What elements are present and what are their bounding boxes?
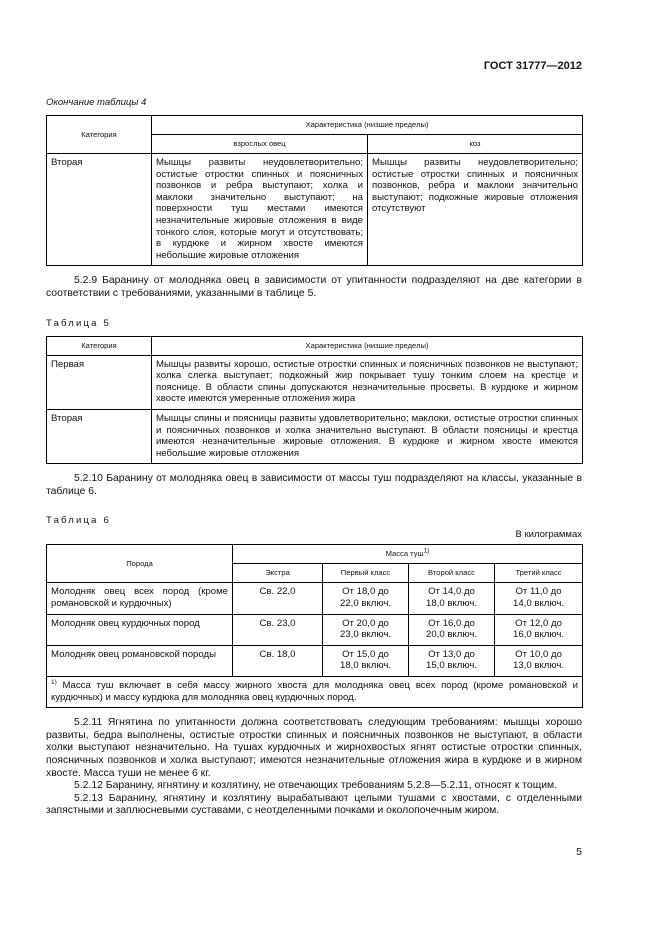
table-cell-line: От 11,0 до xyxy=(515,586,562,598)
spacer xyxy=(46,498,582,515)
paragraph-5-2-9: 5.2.9 Баранину от молодняка овец в зависимости от упитанности подразделяют на две категории в соответствии с требованиями, указанными в таблице 5. xyxy=(46,275,582,299)
table-cell-line: 14,0 включ. xyxy=(513,598,565,610)
table-cell-line: От 10,0 до xyxy=(515,648,562,660)
table-cell-characteristic: Мышцы развиты хорошо, остистые отростки спинных и поясничных позвонков не выступают; холка слегка выступает; подкожный жир покрывает тушу тонким слоем на крестце и пояснице. В области спины допускаются незначительные просветы. В курдюке и жирном хвосте имеются умеренные отложения жира xyxy=(152,355,583,409)
footnote-marker: 1) xyxy=(51,678,57,686)
table-cell-breed: Молодняк овец всех пород (кроме романовской и курдючных) xyxy=(47,583,233,614)
table-header-row xyxy=(47,336,583,355)
table-cell-mass xyxy=(409,583,495,614)
table6-header-breed: Порода xyxy=(47,545,233,583)
table-cell-line: От 18,0 до xyxy=(342,586,389,598)
page-content xyxy=(46,60,582,818)
table6-footer xyxy=(47,677,583,708)
table4-subheader-sheep: взрослых овец xyxy=(152,135,368,154)
table5-body xyxy=(47,355,583,464)
table-cell-line: От 20,0 до xyxy=(342,617,389,629)
table-row xyxy=(47,355,583,409)
table4-body xyxy=(47,154,583,266)
table-cell-line: 22,0 включ. xyxy=(340,598,391,610)
table-header-row xyxy=(47,545,583,564)
table-row xyxy=(47,154,583,266)
table5-header-characteristic: Характеристика (низшие пределы) xyxy=(152,336,583,355)
table4-subheader-goats: коз xyxy=(368,135,583,154)
table-cell-line: 18,0 включ. xyxy=(340,660,391,672)
table6-header-class: Первый класс xyxy=(323,564,409,583)
table-cell-mass xyxy=(495,583,583,614)
table-cell-category: Первая xyxy=(47,355,152,409)
table4 xyxy=(46,115,583,266)
table6-units: В килограммах xyxy=(515,529,582,541)
table-row xyxy=(47,645,583,676)
table4-caption: Окончание таблицы 4 xyxy=(46,97,147,108)
spacer xyxy=(46,464,582,473)
spacer xyxy=(46,266,582,275)
table-cell-breed: Молодняк овец романовской породы xyxy=(47,645,233,676)
table6-header-class: Экстра xyxy=(233,564,323,583)
table4-header-characteristic: Характеристика (низшие пределы) xyxy=(152,116,583,135)
paragraph-5-2-10: 5.2.10 Баранину от молодняка овец в зависимости от массы туш подразделяют на классы, указанные в таблице 6. xyxy=(46,473,582,497)
table-cell-category: Вторая xyxy=(47,154,152,266)
table-cell-breed: Молодняк овец курдючных пород xyxy=(47,614,233,645)
table-cell-category: Вторая xyxy=(47,409,152,463)
spacer xyxy=(46,301,582,318)
table-row xyxy=(47,614,583,645)
table6 xyxy=(46,544,583,708)
table-cell-mass xyxy=(495,614,583,645)
table-cell-line: 13,0 включ. xyxy=(513,660,565,672)
paragraph-5-2-12: 5.2.12 Баранину, ягнятину и козлятину, не отвечающих требованиям 5.2.8—5.2.11, относят к тощим. xyxy=(74,780,558,792)
table-cell-mass xyxy=(495,645,583,676)
table-cell-mass xyxy=(233,614,323,645)
table6-footnote-row xyxy=(47,677,583,708)
table-cell-mass xyxy=(323,645,409,676)
table-cell-line: 16,0 включ. xyxy=(513,629,565,641)
table-cell-characteristic-sheep: Мышцы развиты неудовлетворительно; остистые отростки спинных и поясничных позвонков и ребра выступают; холка и маклоки значительно выступают; на поверхности туш местами имеются незначительные жировые отложения в виде тонкого слоя, которые могут и отсутствовать; в курдюке и жирном хвосте имеются небольшие жировые отложения xyxy=(152,154,368,266)
table-cell-characteristic: Мышцы спины и поясницы развиты удовлетворительно; маклоки, остистые отростки спинных и поясничных позвонков и холка значительно выступают. В области поясницы и крестца имеются незначительные жировые отложения. В курдюке и жирном хвосте имеются небольшие жировые отложения xyxy=(152,409,583,463)
table4-header xyxy=(47,116,583,154)
table5-caption: Таблица 5 xyxy=(46,317,111,329)
footnote-marker: 1) xyxy=(423,547,430,555)
table-row xyxy=(47,583,583,614)
table5 xyxy=(46,336,583,465)
table6-header-class: Второй класс xyxy=(409,564,495,583)
table-cell-line: Св. 23,0 xyxy=(259,617,296,629)
table5-header xyxy=(47,336,583,355)
table-cell-line: Св. 18,0 xyxy=(259,648,296,660)
table-header-row xyxy=(47,116,583,135)
table-cell-line: От 13,0 до xyxy=(428,648,475,660)
table5-header-category: Категория xyxy=(47,336,152,355)
table6-header xyxy=(47,545,583,583)
table-cell-line: От 12,0 до xyxy=(515,617,562,629)
table-cell-line: 20,0 включ. xyxy=(426,629,477,641)
table-cell-mass xyxy=(233,645,323,676)
document-code: ГОСТ 31777—2012 xyxy=(483,60,582,72)
page-number: 5 xyxy=(576,846,582,858)
table-cell-mass xyxy=(409,645,495,676)
table6-caption: Таблица 6 xyxy=(46,515,111,527)
table-cell-mass xyxy=(323,583,409,614)
table-cell-line: 15,0 включ. xyxy=(426,660,477,672)
table-cell-characteristic-goats: Мышцы развиты неудовлетворительно; остистые отростки спинных и поясничных позвонков, ребра и маклоки значительно выступают; подкожные жировые отложения отсутствуют xyxy=(368,154,583,266)
table6-header-mass xyxy=(233,545,583,564)
table-cell-line: Св. 22,0 xyxy=(259,586,296,598)
table-cell-line: 23,0 включ. xyxy=(340,629,391,641)
table6-header-mass-label: Масса туш xyxy=(385,549,424,559)
table-cell-line: От 14,0 до xyxy=(428,586,475,598)
table-cell-line: 18,0 включ. xyxy=(426,598,477,610)
paragraph-5-2-11: 5.2.11 Ягнятина по упитанности должна соответствовать следующим требованиям: мышцы хорошо развиты, бедра выполнены, остистые отростки спинных и поясничных позвонков не выступают, в области холки выступают незначительно. На тушах курдючных и жирнохвостых ягнят остистые отростки спинных, поясничных позвонков и холка выступают; имеются незначительные отложения жира в курдюке и в жирном хвосте. Масса туши не менее 6 кг. xyxy=(46,717,582,779)
table-cell-line: От 15,0 до xyxy=(342,648,389,660)
spacer xyxy=(46,708,582,717)
table6-footnote xyxy=(47,677,583,708)
table6-body xyxy=(47,583,583,677)
table-row xyxy=(47,409,583,463)
table-cell-mass xyxy=(233,583,323,614)
table-cell-mass xyxy=(409,614,495,645)
paragraph-5-2-13: 5.2.13 Баранину, ягнятину и козлятину вырабатывают целыми тушами с хвостами, с отделенными запястными и заплюсневыми суставами, с неотделенными почками и околопочечным жиром. xyxy=(46,792,582,817)
table6-footnote-text: Масса туш включает в себя массу жирного хвоста для молодняка овец всех пород (кроме романовской и курдючных) и массу курдюка для молодняка овец курдючных пород. xyxy=(51,680,579,703)
table-cell-mass xyxy=(323,614,409,645)
table6-header-class: Третий класс xyxy=(495,564,583,583)
table-cell-line: От 16,0 до xyxy=(428,617,475,629)
table4-header-category: Категория xyxy=(47,116,152,154)
